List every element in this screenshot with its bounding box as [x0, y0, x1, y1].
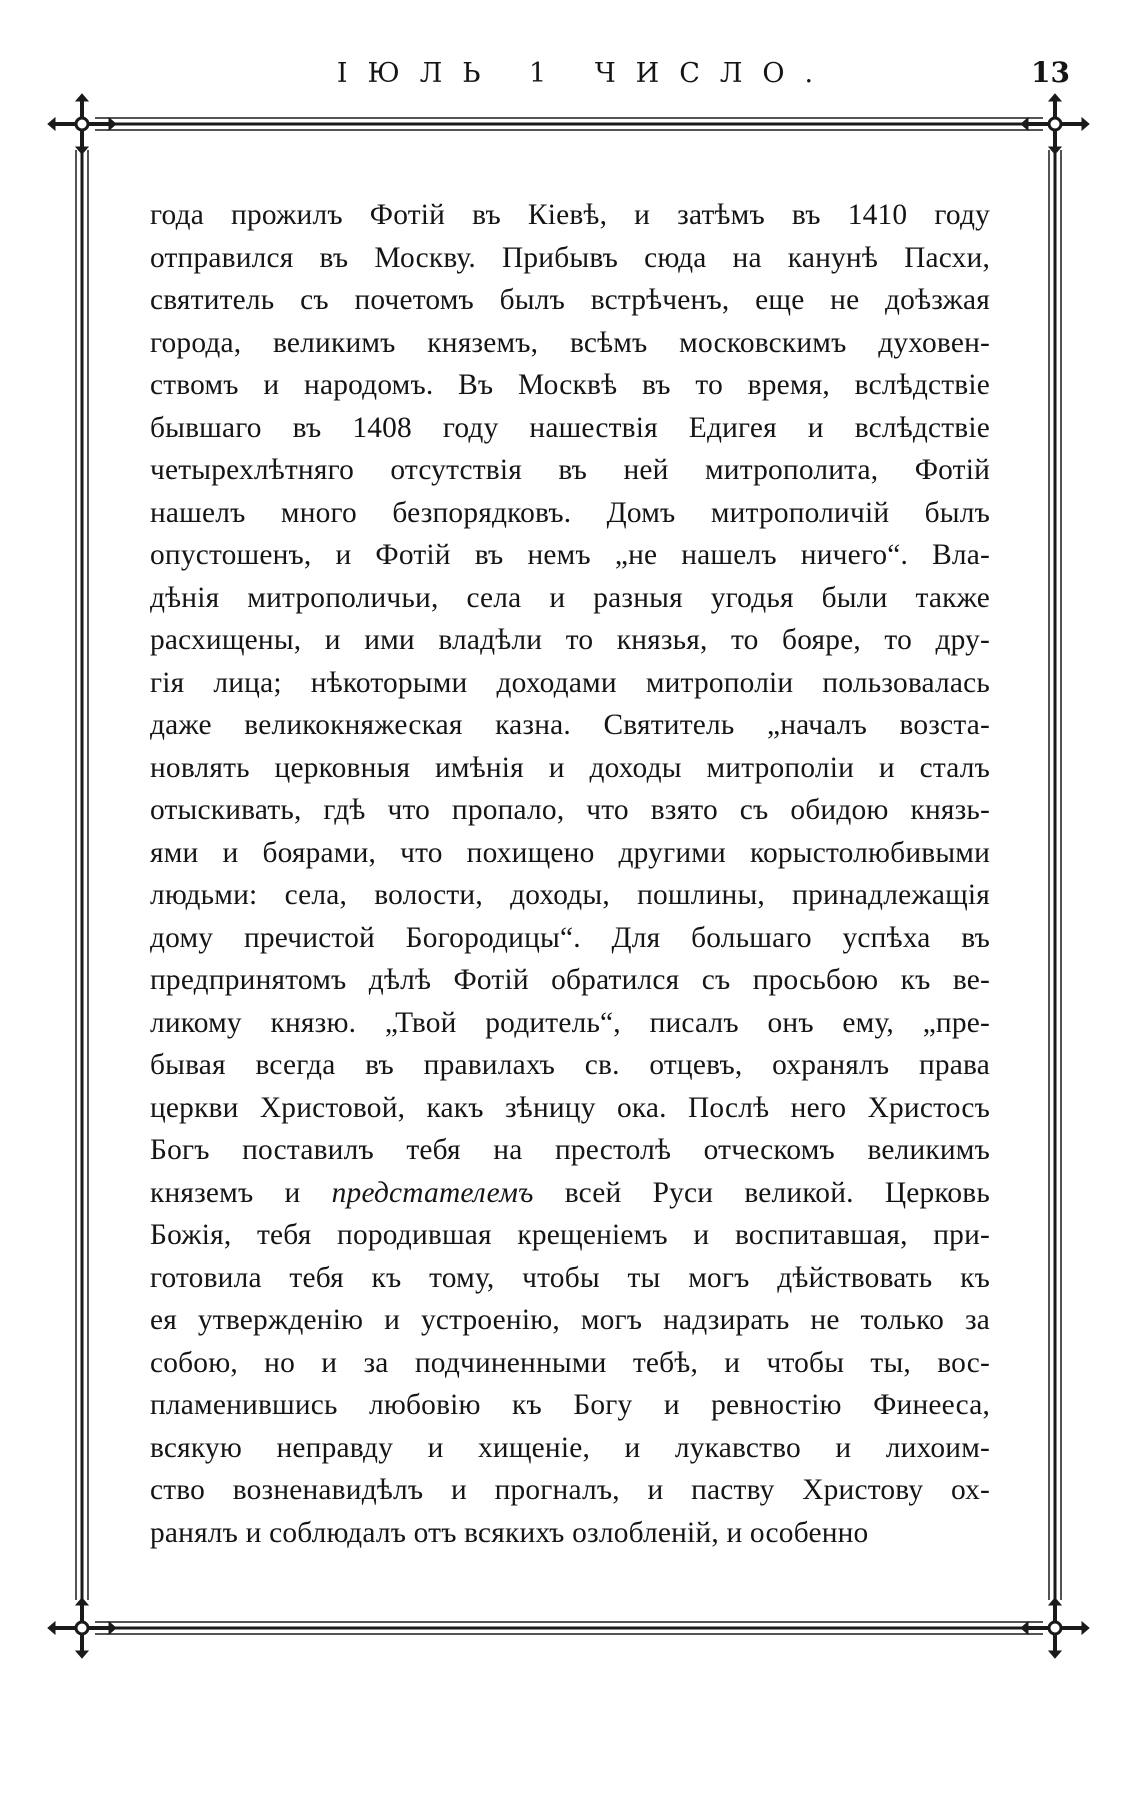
text-fragment: княземъ и — [150, 1176, 301, 1209]
cross-ornament-icon — [1021, 94, 1089, 154]
text-line: собою, но и за подчиненными тебѣ, и чтобы ты, вос- — [150, 1346, 990, 1379]
text-line: четырехлѣтняго отсутствія въ ней митрополита, Фотій — [150, 454, 990, 486]
text-line: предпринятомъ дѣлѣ Фотій обратился съ просьбою къ ве- — [150, 964, 990, 996]
text-line: отправился въ Москву. Прибывъ сюда на канунѣ Пасхи, — [150, 241, 990, 274]
text-line: святитель съ почетомъ былъ встрѣченъ, еще не доѣзжая — [150, 284, 990, 316]
cross-ornament-icon — [48, 94, 116, 154]
page-number: 13 — [1031, 56, 1070, 89]
text-line: Богъ поставилъ тебя на престолѣ отческомъ великимъ — [150, 1134, 990, 1166]
text-line: нашелъ много безпорядковъ. Домъ митрополичій былъ — [150, 496, 990, 529]
text-line: всякую неправду и хищеніе, и лукавство и лихоим- — [150, 1431, 990, 1464]
text-line: дѣнія митрополичьи, села и разныя угодья были также — [150, 581, 990, 614]
text-line: Божія, тебя породившая крещеніемъ и воспитавшая, при- — [150, 1219, 990, 1251]
text-line: расхищены, и ими владѣли то князья, то бояре, то дру- — [150, 624, 990, 656]
text-line: пламенившись любовію къ Богу и ревностію Финееса, — [150, 1389, 990, 1421]
cross-ornament-icon — [1021, 1598, 1089, 1658]
italic-word: предстателемъ — [331, 1176, 534, 1209]
text-line: новлять церковныя имѣнія и доходы митрополіи и сталъ — [150, 751, 990, 784]
text-line: ями и боярами, что похищено другими корыстолюбивыми — [150, 836, 990, 869]
text-line: гія лица; нѣкоторыми доходами митрополіи пользовалась — [150, 666, 990, 699]
text-line: ство возненавидѣлъ и прогналъ, и паству Христову ох- — [150, 1474, 990, 1506]
text-line: ея утвержденію и устроенію, могъ надзирать не только за — [150, 1304, 990, 1336]
text-line: готовила тебя къ тому, чтобы ты могъ дѣйствовать къ — [150, 1261, 990, 1294]
text-line: ствомъ и народомъ. Въ Москвѣ въ то время, вслѣдствіе — [150, 369, 990, 401]
text-line: бывшаго въ 1408 году нашествія Едигея и вслѣдствіе — [150, 411, 990, 444]
text-fragment: всей Руси великой. Церковь — [564, 1176, 990, 1209]
text-line: города, великимъ княземъ, всѣмъ московскимъ духовен- — [150, 326, 990, 359]
text-line: даже великокняжеская казна. Святитель „началъ возста- — [150, 709, 990, 741]
text-line: людьми: села, волости, доходы, пошлины, принадлежащія — [150, 879, 990, 911]
text-line: бывая всегда въ правилахъ св. отцевъ, охранялъ права — [150, 1049, 990, 1081]
text-line: дому пречистой Богородицы“. Для большаго успѣха въ — [150, 921, 990, 954]
body-text — [150, 194, 990, 1554]
text-line: опустошенъ, и Фотій въ немъ „не нашелъ ничего“. Вла- — [150, 539, 990, 571]
text-line: ликому князю. „Твой родитель“, писалъ онъ ему, „пре- — [150, 1006, 990, 1039]
text-line: года прожилъ Фотій въ Кіевѣ, и затѣмъ въ 1410 году — [150, 199, 990, 231]
running-title: ІЮЛЬ 1 ЧИСЛО. — [336, 58, 834, 89]
cross-ornament-icon — [48, 1598, 116, 1658]
text-line: ранялъ и соблюдалъ отъ всякихъ озлобленій, и особенно — [150, 1516, 869, 1549]
text-line-with-italic — [150, 1172, 990, 1215]
text-line: отыскивать, гдѣ что пропало, что взято съ обидою князь- — [150, 794, 990, 826]
text-line: церкви Христовой, какъ зѣницу ока. Послѣ него Христосъ — [150, 1091, 990, 1124]
